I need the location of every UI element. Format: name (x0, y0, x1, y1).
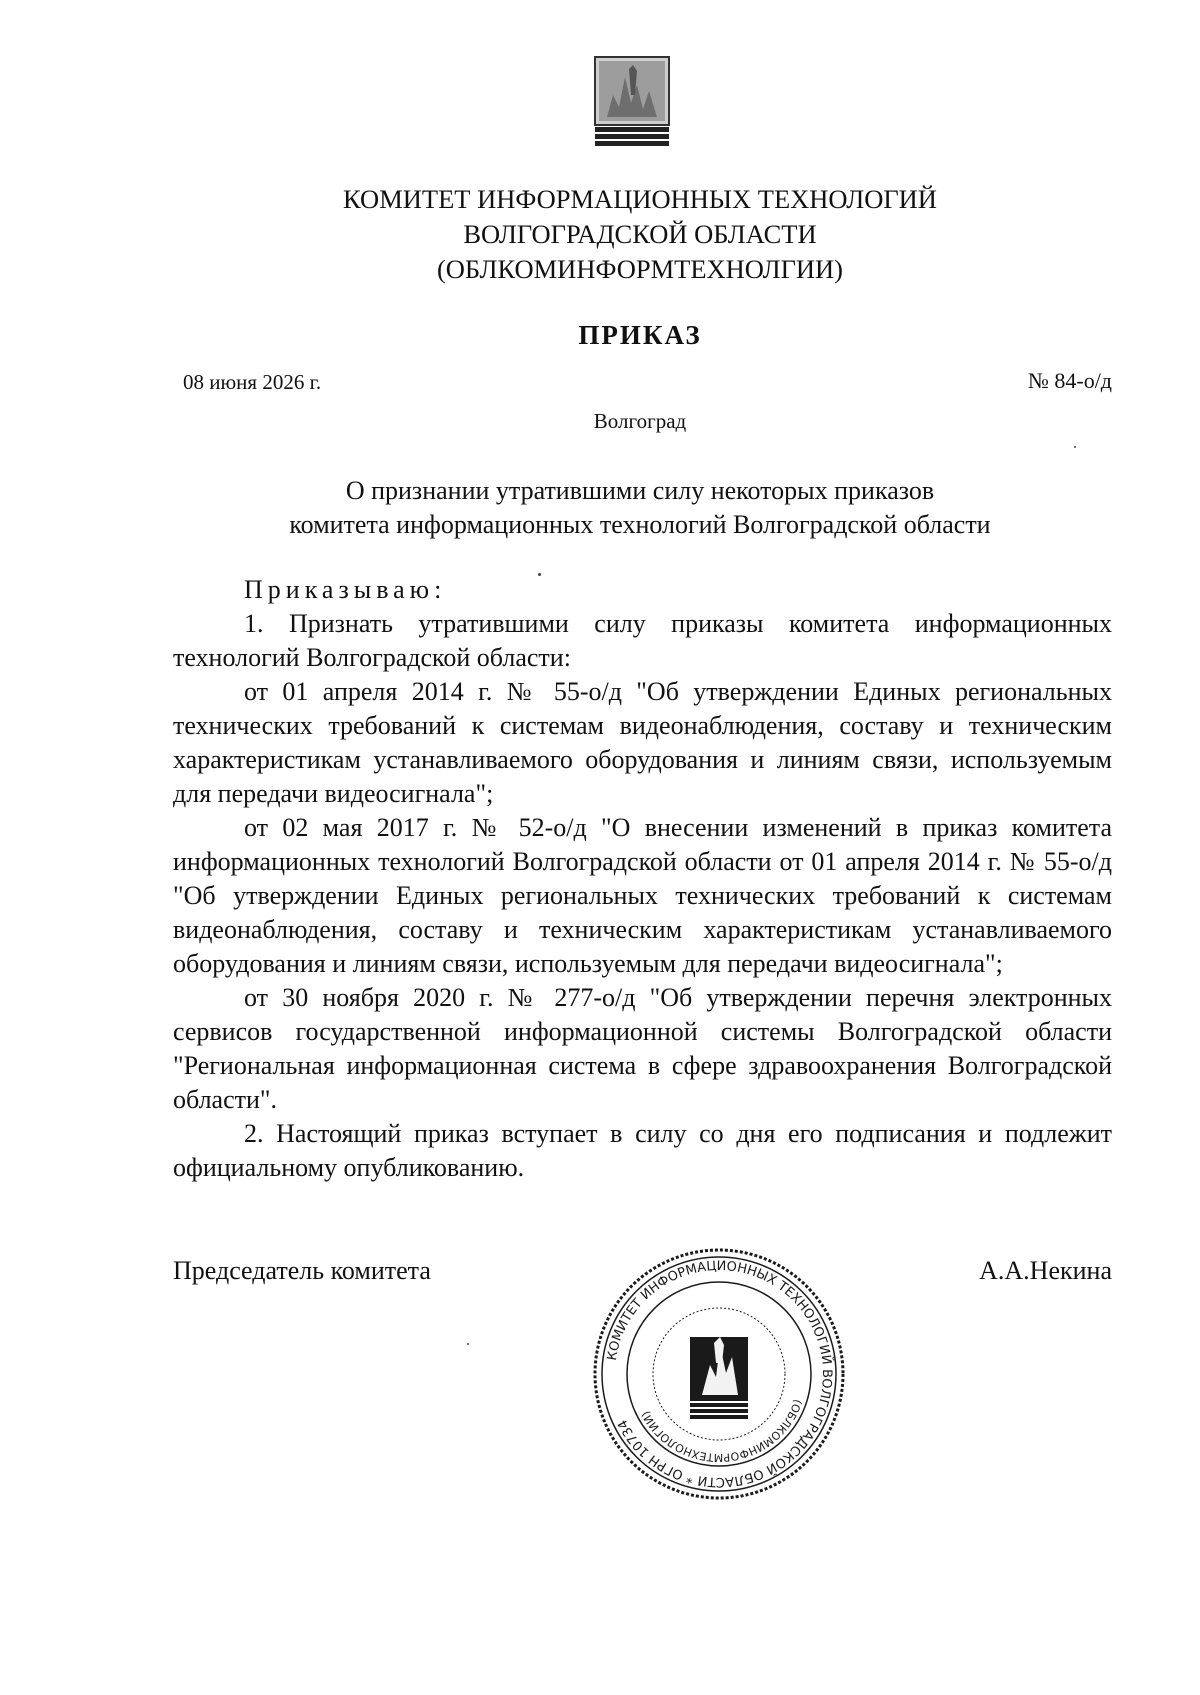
paragraph-2: от 01 апреля 2014 г. № 55-о/д "Об утверждении Единых региональных технических требований к системам видеонаблюдения, составу и техническим характеристикам устанавливаемого оборудования и линиям связи, используемым для передачи видеосигнала"; (173, 677, 1112, 808)
order-body (173, 573, 1112, 1185)
order-subject (200, 474, 1080, 542)
paragraph-5: 2. Настоящий приказ вступает в силу со дня его подписания и подлежит официальному опубликованию. (173, 1119, 1112, 1182)
seal-inner-text: (ОБЛКОМИНФОРМТЕХНОЛОГИИ) (638, 1397, 805, 1465)
scan-speck (1074, 446, 1076, 448)
organization-name-line-1: КОМИТЕТ ИНФОРМАЦИОННЫХ ТЕХНОЛОГИЙ (343, 184, 937, 214)
paragraph-1: 1. Признать утратившими силу приказы комитета информационных технологий Волгоградской области: (173, 609, 1112, 672)
subject-line-1: О признании утратившими силу некоторых приказов (345, 476, 935, 505)
organization-name-line-2: ВОЛГОГРАДСКОЙ ОБЛАСТИ (463, 219, 817, 249)
subject-line-2: комитета информационных технологий Волгоградской области (289, 510, 991, 539)
seal-center-emblem (690, 1337, 748, 1419)
coat-of-arms-emblem (593, 55, 671, 151)
signatory-position: Председатель комитета (173, 1256, 431, 1285)
paragraph-3: от 02 мая 2017 г. № 52-о/д "О внесении изменений в приказ комитета информационных технологий Волгоградской области от 01 апреля 2014 г. № 55-о/д "Об утверждении Единых региональных технических требований к системам видеонаблюдения, составу и техническим характеристикам устанавливаемого оборудования и линиям связи, используемым для передачи видеосигнала"; (173, 813, 1112, 978)
order-date: 08 июня 2026 г. (183, 370, 322, 394)
organization-header (200, 182, 1080, 287)
official-seal (590, 1245, 848, 1503)
order-number: № 84-о/д (1027, 368, 1112, 393)
scan-speck (467, 1343, 469, 1345)
organization-short-name: (ОБЛКОМИНФОРМТЕХНОЛГИИ) (436, 254, 844, 284)
order-lead: Приказываю: (244, 575, 447, 604)
scan-speck (538, 573, 541, 576)
order-city: Волгоград (593, 409, 687, 433)
document-type-title: ПРИКАЗ (578, 320, 702, 350)
seal-outer-text: КОМИТЕТ ИНФОРМАЦИОННЫХ ТЕХНОЛОГИЙ ВОЛГОГРАДСКОЙ ОБЛАСТИ * ОГРН 10734 (604, 1258, 835, 1490)
signatory-name: А.А.Некина (979, 1256, 1112, 1285)
paragraph-4: от 30 ноября 2020 г. № 277-о/д "Об утверждении перечня электронных сервисов государственной информационной системы Волгоградской области "Региональная информационная система в сфере здравоохранения Волгоградской области". (173, 983, 1112, 1114)
